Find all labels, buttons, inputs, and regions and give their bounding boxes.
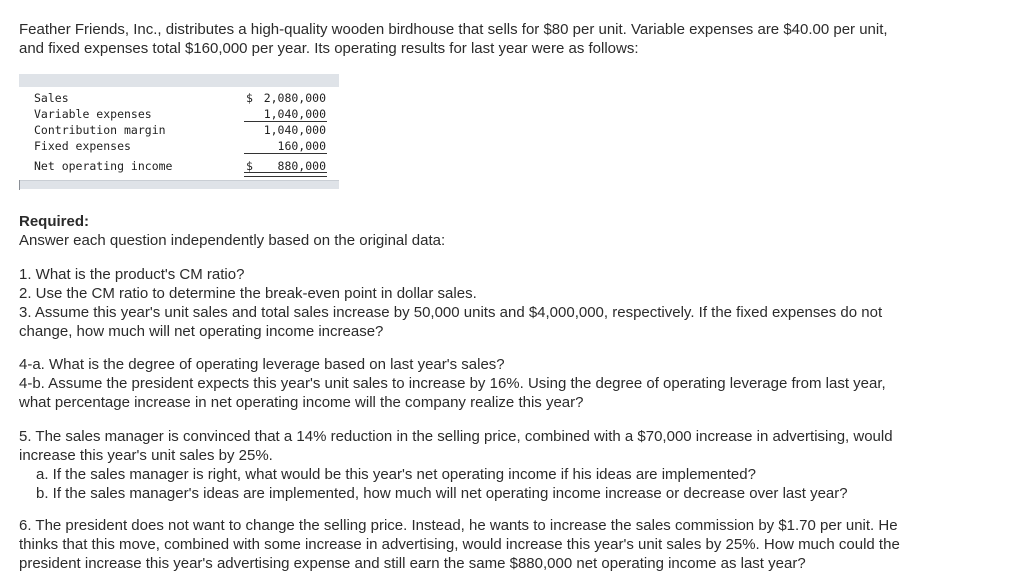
question-group-5 (19, 427, 1009, 503)
question-group-4 (19, 355, 1009, 412)
question-5-line-2: increase this year's unit sales by 25%. (19, 447, 273, 464)
statement-row-net-operating-income (34, 158, 339, 176)
statement-header-bar (19, 74, 339, 87)
question-4b-line-2: what percentage increase in net operating income will the company realize this year? (19, 394, 584, 411)
question-5-line-1: 5. The sales manager is convinced that a 14% reduction in the selling price, combined with a $70,000 increase in advertising, would (19, 428, 893, 445)
row-amount: 1,040,000 (263, 107, 326, 121)
question-group-6 (19, 516, 1009, 573)
statement-row-sales (34, 90, 339, 106)
question-3-line-1: 3. Assume this year's unit sales and total sales increase by 50,000 units and $4,000,000, respectively. If the fixed expenses do not (19, 304, 883, 321)
required-section (19, 212, 1009, 250)
intro-line-1: Feather Friends, Inc., distributes a high-quality wooden birdhouse that sells for $80 per unit. Variable expenses are $40.00 per unit, (19, 21, 888, 38)
required-instructions: Answer each question independently based on the original data: (19, 232, 446, 249)
row-label: Net operating income (34, 159, 173, 173)
row-label: Fixed expenses (34, 139, 131, 153)
statement-row-fixed-expenses (34, 138, 339, 154)
income-statement (19, 74, 339, 190)
row-amount: 160,000 (277, 139, 326, 153)
question-4b-line-1: 4-b. Assume the president expects this year's unit sales to increase by 16%. Using the degree of operating leverage from last year, (19, 375, 886, 392)
statement-footer-bar (19, 180, 339, 189)
intro-line-2: and fixed expenses total $160,000 per year. Its operating results for last year were as follows: (19, 40, 639, 57)
question-3-line-2: change, how much will net operating income increase? (19, 323, 384, 340)
problem-intro (19, 20, 1009, 58)
question-5a: a. If the sales manager is right, what would be this year's net operating income if his ideas are implemented? (36, 466, 756, 483)
question-6-line-1: 6. The president does not want to change the selling price. Instead, he wants to increase the sales commission by $1.70 per unit. He (19, 517, 898, 534)
row-amount: 2,080,000 (263, 91, 326, 105)
row-amount: 880,000 (277, 159, 326, 173)
row-label: Sales (34, 91, 69, 105)
question-4a: 4-a. What is the degree of operating leverage based on last year's sales? (19, 356, 505, 373)
statement-rows (34, 90, 339, 176)
statement-footer-marker (19, 180, 20, 190)
row-label: Variable expenses (34, 107, 152, 121)
question-1: 1. What is the product's CM ratio? (19, 266, 245, 283)
question-6-line-3: president increase this year's advertising expense and still earn the same $880,000 net operating income as last year? (19, 555, 806, 572)
question-2: 2. Use the CM ratio to determine the break-even point in dollar sales. (19, 285, 477, 302)
statement-row-variable-expenses (34, 106, 339, 122)
statement-row-contribution-margin (34, 122, 339, 138)
row-label: Contribution margin (34, 123, 166, 137)
question-group-1-3 (19, 265, 1009, 341)
question-6-line-2: thinks that this move, combined with some increase in advertising, would increase this year's unit sales by 25%. How much could the (19, 536, 900, 553)
row-currency: $ (246, 91, 253, 105)
row-amount: 1,040,000 (263, 123, 326, 137)
row-currency: $ (246, 159, 253, 173)
question-5b: b. If the sales manager's ideas are implemented, how much will net operating income increase or decrease over last year? (36, 485, 848, 502)
required-heading: Required: (19, 213, 90, 230)
